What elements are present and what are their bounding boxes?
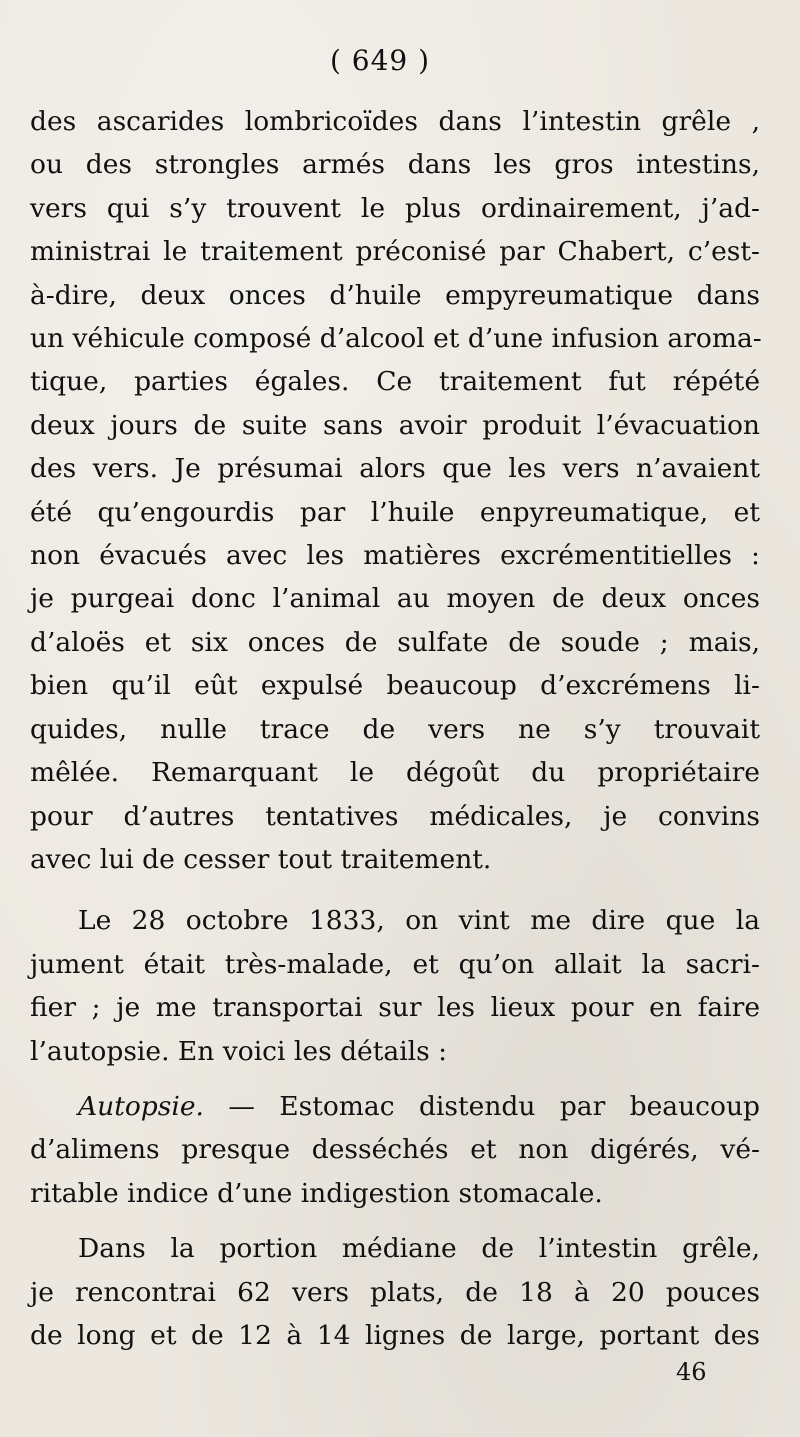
text-line: avec lui de cesser tout traitement. xyxy=(30,843,492,875)
text-line: Dans la portion médiane de l’intestin grêle, xyxy=(78,1233,760,1265)
text-line: bien qu’il eût expulsé beaucoup d’excrémens li- xyxy=(30,670,760,702)
text-line: ou des strongles armés dans les gros intestins, xyxy=(30,149,760,181)
text-line: tique, parties égales. Ce traitement fut répété xyxy=(30,366,760,398)
autopsie-label: Autopsie. xyxy=(78,1090,204,1122)
text-line: mêlée. Remarquant le dégoût du propriétaire xyxy=(30,757,760,789)
paragraph-1 xyxy=(30,100,760,881)
text-line xyxy=(30,1085,760,1128)
text-line: à-dire, deux onces d’huile empyreumatique dans xyxy=(30,279,760,311)
text-line: vers qui s’y trouvent le plus ordinairement, j’ad- xyxy=(30,192,760,224)
text-line: pour d’autres tentatives médicales, je convins xyxy=(30,800,760,832)
text-line: ministrai le traitement préconisé par Chabert, c’est- xyxy=(30,236,760,268)
text-line: je rencontrai 62 vers plats, de 18 à 20 pouces xyxy=(30,1276,760,1308)
text-line: Le 28 octobre 1833, on vint me dire que la xyxy=(78,905,760,937)
body-text xyxy=(30,100,760,1357)
text-line: deux jours de suite sans avoir produit l’évacuation xyxy=(30,409,760,441)
text-line: été qu’engourdis par l’huile enpyreumatique, et xyxy=(30,496,760,528)
text-line: de long et de 12 à 14 lignes de large, portant des xyxy=(30,1319,760,1351)
text-line: un véhicule composé d’alcool et d’une infusion aroma- xyxy=(30,323,762,355)
paragraph-3 xyxy=(30,1085,760,1215)
paragraph-4 xyxy=(30,1227,760,1357)
paragraph-2 xyxy=(30,899,760,1073)
text-line: l’autopsie. En voici les détails : xyxy=(30,1035,448,1067)
page-number: ( 649 ) xyxy=(329,44,431,77)
text-line: fier ; je me transportai sur les lieux pour en faire xyxy=(30,992,760,1024)
text-line-rest: — Estomac distendu par beaucoup xyxy=(203,1090,760,1122)
text-line: d’aloës et six onces de sulfate de soude ; mais, xyxy=(30,626,760,658)
text-line: non évacués avec les matières excrémentitielles : xyxy=(30,540,760,572)
text-line: d’alimens presque desséchés et non digérés, vé- xyxy=(30,1134,760,1166)
text-line: quides, nulle trace de vers ne s’y trouvait xyxy=(30,713,760,745)
text-line: ritable indice d’une indigestion stomacale. xyxy=(30,1177,603,1209)
signature-mark: 46 xyxy=(676,1358,707,1386)
text-line: je purgeai donc l’animal au moyen de deux onces xyxy=(30,583,760,615)
text-line: des vers. Je présumai alors que les vers n’avaient xyxy=(30,453,760,485)
text-line: des ascarides lombricoïdes dans l’intestin grêle , xyxy=(30,106,760,137)
text-line: jument était très-malade, et qu’on allait la sacri- xyxy=(30,948,760,980)
